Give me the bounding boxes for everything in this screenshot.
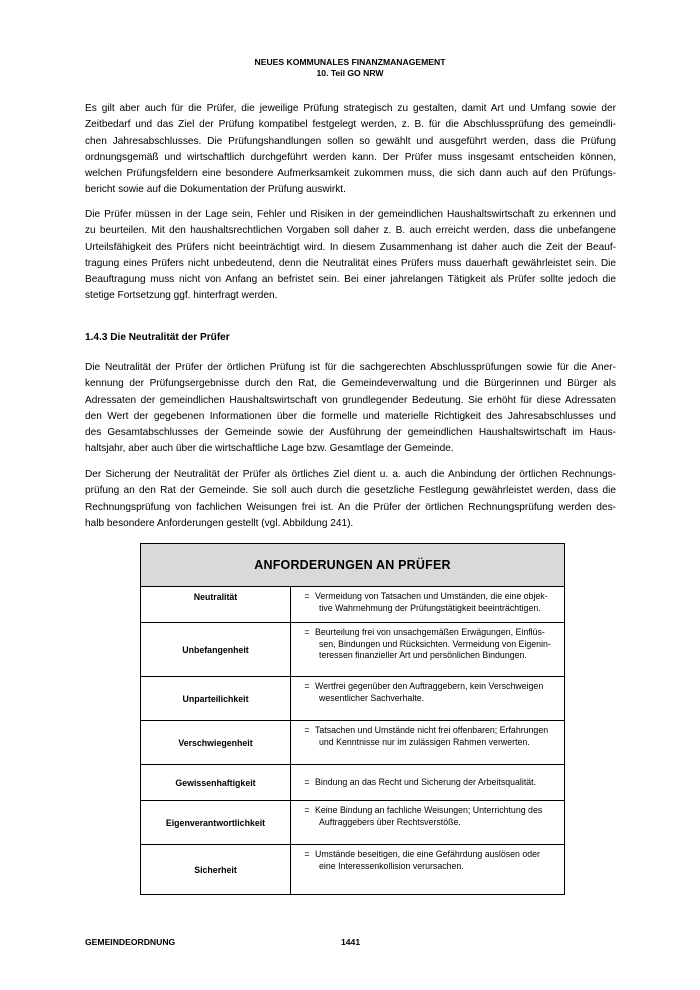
text-line: Rechnungsprüfung von fachlichen Weisungen frei ist. An die Prüfer der örtlichen Rechnungsprüfung werden des- bbox=[85, 501, 616, 513]
text-line: chen Jahresabschlusses. Die Prüfungshandlungen sollen so gewählt und ausgeführt werden, dass die Prüfung bbox=[85, 135, 616, 147]
description-line: wesentlicher Sachverhalte. bbox=[319, 692, 425, 703]
text-line: Zeitbedarf und das Ziel der Prüfung kompatibel festgelegt werden, z. B. für die Abschlussprüfung des gemeindli- bbox=[85, 119, 616, 131]
text-line: ordnungsgemäß und wirtschaftlich durchgeführt werden kann. Der Prüfer muss insgesamt entscheiden können, bbox=[85, 151, 616, 163]
text-line: stetige Fortsetzung ggf. hinterfragt werden. bbox=[85, 290, 278, 302]
text-line: bericht sowie auf die Dokumentation der Prüfung auswirkt. bbox=[85, 184, 346, 196]
requirements-table bbox=[140, 543, 565, 895]
requirement-description bbox=[291, 587, 565, 623]
header-title: NEUES KOMMUNALES FINANZMANAGEMENT bbox=[254, 57, 446, 67]
requirement-description bbox=[291, 623, 565, 677]
text-line: Die Neutralität der Prüfer der örtlichen Prüfung ist für die sachgerechten Abschlussprüfungen sowie für die Aner- bbox=[85, 362, 616, 373]
text-line: des Gesamtabschlusses der Gemeinde sowie der Ausführung der gemeindlichen Haushaltswirtschaft im Haus- bbox=[85, 427, 616, 439]
description-line: Keine Bindung an fachliche Weisungen; Unterrichtung des bbox=[315, 805, 543, 815]
text-line: Die Prüfer müssen in der Lage sein, Fehler und Risiken in der gemeindlichen Haushaltswirtschaft zu erkennen und bbox=[85, 209, 616, 220]
text-line: kennung der Prüfungsergebnisse durch den Rat, die Gemeindeverwaltung und die Bürgerinnen und Bürger als bbox=[85, 378, 616, 390]
text-line: halb besondere Anforderungen gestellt (vgl. Abbildung 241). bbox=[85, 517, 354, 529]
description-line: teressen finanzieller Art und persönlichen Bindungen. bbox=[319, 650, 527, 660]
text-line: prüfung an den Rat der Gemeinde. Sie soll auch durch die gesetzliche Festlegung gewährleistet werden, dass die bbox=[85, 485, 616, 497]
description-line: Tatsachen und Umstände nicht frei offenbaren; Erfahrungen bbox=[315, 725, 549, 735]
table-row bbox=[141, 587, 565, 623]
equals-sign: = bbox=[304, 849, 310, 859]
text-line: Der Sicherung der Neutralität der Prüfer als örtliches Ziel dient u. a. auch die Anbindung der örtlichen Rechnungs- bbox=[85, 469, 616, 480]
section-heading: 1.4.3 Die Neutralität der Prüfer bbox=[85, 332, 230, 343]
description-line: Auftraggebers über Rechtsverstöße. bbox=[319, 816, 461, 827]
equals-sign: = bbox=[304, 591, 310, 601]
header-subtitle: 10. Teil GO NRW bbox=[316, 68, 384, 78]
requirement-name: Eigenverantwortlichkeit bbox=[141, 801, 291, 845]
requirement-description bbox=[291, 721, 565, 765]
equals-sign: = bbox=[304, 776, 310, 787]
page-header bbox=[0, 57, 700, 79]
table-row bbox=[141, 845, 565, 895]
requirement-name: Unbefangenheit bbox=[141, 623, 291, 677]
text-line: Beauftragung muss nicht von Anfang an befristet sein. Bei einer jahrelangen Tätigkeit als Prüfer sollte jedoch die bbox=[85, 274, 616, 286]
description-line: Bindung an das Recht und Sicherung der Arbeitsqualität. bbox=[315, 776, 537, 787]
requirement-description bbox=[291, 677, 565, 721]
paragraph-1 bbox=[85, 101, 616, 199]
page-number: 1441 bbox=[341, 937, 361, 947]
text-line: tragung eines Prüfers nicht unbedeutend, denn die Neutralität eines Prüfers muss dauerhaft gewährleistet sein. Die bbox=[85, 257, 616, 269]
text-line: Es gilt aber auch für die Prüfer, die jeweilige Prüfung strategisch zu gestalten, damit Art und Umfang sowie der bbox=[85, 103, 616, 114]
equals-sign: = bbox=[304, 725, 310, 735]
description-line: eine Interessenkollision verursachen. bbox=[319, 860, 464, 871]
text-line: welchen Prüfungsfeldern eine besondere Aufmerksamkeit zukommen muss, die sich dann auch auf den Prüfungs- bbox=[85, 168, 616, 180]
requirement-name: Unparteilichkeit bbox=[141, 677, 291, 721]
table-row bbox=[141, 765, 565, 801]
requirement-description bbox=[291, 801, 565, 845]
equals-sign: = bbox=[304, 805, 310, 815]
paragraph-4 bbox=[85, 467, 616, 532]
paragraph-2 bbox=[85, 207, 616, 305]
requirement-description bbox=[291, 765, 565, 801]
description-line: Umstände beseitigen, die eine Gefährdung auslösen oder bbox=[315, 849, 540, 859]
text-line: Adressaten der gemeindlichen Haushaltswirtschaft von grundlegender Bedeutung. Sie erhöht für diese Adressaten bbox=[85, 394, 616, 406]
requirements-table-title: ANFORDERUNGEN AN PRÜFER bbox=[141, 544, 565, 587]
requirement-name: Verschwiegenheit bbox=[141, 721, 291, 765]
text-line: den Wert der gegebenen Informationen über die formelle und materielle Richtigkeit des Jahresabschlusses und bbox=[85, 410, 616, 422]
table-row bbox=[141, 677, 565, 721]
footer-label: GEMEINDEORDNUNG bbox=[85, 937, 176, 947]
equals-sign: = bbox=[304, 627, 310, 637]
table-row bbox=[141, 721, 565, 765]
description-line: sen, Bindungen und Rücksichten. Vermeidung von Eigenin- bbox=[319, 638, 551, 649]
description-line: Vermeidung von Tatsachen und Umständen, die eine objek- bbox=[315, 591, 548, 601]
paragraph-3 bbox=[85, 360, 616, 458]
table-row bbox=[141, 801, 565, 845]
requirement-name: Neutralität bbox=[141, 587, 291, 623]
description-line: tive Wahrnehmung der Prüfungstätigkeit beeinträchtigen. bbox=[319, 602, 541, 613]
requirement-name: Sicherheit bbox=[141, 845, 291, 895]
table-row bbox=[141, 623, 565, 677]
description-line: und Kenntnisse nur im zulässigen Rahmen verwerten. bbox=[319, 736, 530, 747]
equals-sign: = bbox=[304, 681, 310, 691]
requirement-name: Gewissenhaftigkeit bbox=[141, 765, 291, 801]
description-line: Beurteilung frei von unsachgemäßen Erwägungen, Einflüs- bbox=[315, 627, 545, 637]
requirement-description bbox=[291, 845, 565, 895]
text-line: Urteilsfähigkeit des Prüfers nicht beeinträchtigt wird. In diesem Zusammenhang ist daher auch die Zeit der Beauf- bbox=[85, 241, 616, 253]
text-line: haltsjahr, aber auch über die wirtschaftliche Lage bzw. Gesamtlage der Gemeinde. bbox=[85, 443, 454, 455]
text-line: zu beurteilen. Mit den haushaltsrechtlichen Vorgaben soll daher z. B. auch erreicht werden, dass die unbefangene bbox=[85, 225, 616, 237]
description-line: Wertfrei gegenüber den Auftraggebern, kein Verschweigen bbox=[315, 681, 544, 691]
